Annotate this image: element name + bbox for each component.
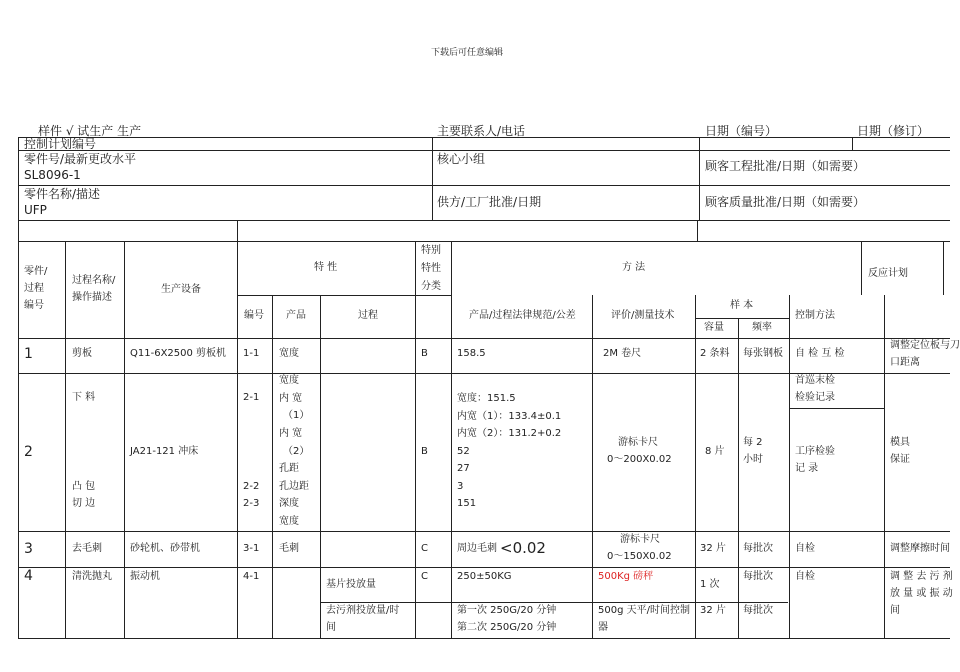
eval-method: 2M 卷尺 xyxy=(603,348,642,359)
special-class: B xyxy=(421,348,428,359)
eval-method-2: 0～150X0.02 xyxy=(607,551,672,562)
spec-2-line2: 第二次 250G/20 分钟 xyxy=(457,622,557,633)
row-no: 4 xyxy=(24,568,33,584)
special-class: B xyxy=(421,446,428,457)
process-name: 剪板 xyxy=(72,348,92,359)
part-no-value: SL8096-1 xyxy=(24,168,81,182)
control-method: 自 检 互 检 xyxy=(795,348,845,359)
col-method: 方 法 xyxy=(622,262,646,273)
col-capacity: 容量 xyxy=(704,322,724,333)
row-no: 3 xyxy=(24,541,33,557)
product: 毛刺 xyxy=(279,543,299,554)
frequency-1: 每批次 xyxy=(743,571,773,582)
cust-eng-label: 顾客工程批准/日期（如需要） xyxy=(705,159,866,173)
capacity-2: 32 片 xyxy=(700,605,726,616)
reaction-plan-3: 间 xyxy=(890,605,900,616)
reaction-plan-1: 模具 xyxy=(890,437,910,448)
process-2-line2: 间 xyxy=(326,622,336,633)
col-product: 产品 xyxy=(286,310,306,321)
part-name-value: UFP xyxy=(24,203,47,217)
col-reaction: 反应计划 xyxy=(868,268,908,279)
equipment: Q11-6X2500 剪板机 xyxy=(130,348,227,359)
char-no-3: 2-3 xyxy=(243,498,260,509)
frequency: 每张钢板 xyxy=(743,348,783,359)
reaction-plan-2: 放 量 或 振 动 xyxy=(890,588,953,599)
reaction-plan-1: 调 整 去 污 剂 xyxy=(890,571,953,582)
core-team-label: 核心小组 xyxy=(437,152,486,166)
eval-method-1: 500Kg 磅秤 xyxy=(598,571,654,582)
equipment: JA21-121 冲床 xyxy=(130,446,199,457)
col-characteristics: 特 性 xyxy=(314,262,338,273)
col-equipment: 生产设备 xyxy=(161,284,201,295)
col-control: 控制方法 xyxy=(795,310,835,321)
special-class: C xyxy=(421,571,428,582)
col-char-no: 编号 xyxy=(244,310,264,321)
spec-value: <0.02 xyxy=(500,539,546,557)
row-no: 1 xyxy=(24,346,33,362)
eval-method-1: 游标卡尺 xyxy=(618,437,658,448)
eval-method-2-line2: 器 xyxy=(598,622,608,633)
reaction-plan-1: 调整定位板与刀 xyxy=(890,340,960,351)
capacity-1: 1 次 xyxy=(700,579,720,590)
col-eval: 评价/测量技术 xyxy=(611,310,675,321)
frequency-2: 小时 xyxy=(743,454,763,465)
watermark-text: 下载后可任意编辑 xyxy=(431,48,504,58)
equipment: 振动机 xyxy=(130,571,160,582)
reaction-plan-2: 保证 xyxy=(890,454,910,465)
eval-method-2: 0～200X0.02 xyxy=(607,454,672,465)
spec-text: 周边毛刺 xyxy=(457,543,497,554)
supplier-label: 供方/工厂批准/日期 xyxy=(437,195,542,209)
plan-no-label: 控制计划编号 xyxy=(24,137,97,151)
row-no: 2 xyxy=(24,444,33,460)
char-no-1: 2-1 xyxy=(243,392,260,403)
capacity: 8 片 xyxy=(705,446,725,457)
frequency-1: 每 2 xyxy=(743,437,763,448)
char-no: 3-1 xyxy=(243,543,260,554)
control-top-2: 检验记录 xyxy=(795,392,835,403)
char-no: 1-1 xyxy=(243,348,260,359)
product: 宽度 xyxy=(279,348,299,359)
part-no-label: 零件号/最新更改水平 xyxy=(24,152,137,166)
control-method: 自检 xyxy=(795,571,815,582)
process-1: 基片投放量 xyxy=(326,579,376,590)
eval-method-2-line1: 500g 天平/时间控制 xyxy=(598,605,690,616)
col-sample: 样 本 xyxy=(730,300,754,311)
reaction-plan: 调整摩擦时间 xyxy=(890,543,950,554)
spec: 158.5 xyxy=(457,348,486,359)
control-top-1: 首巡末检 xyxy=(795,375,835,386)
col-spec: 产品/过程法律规范/公差 xyxy=(469,310,576,321)
reaction-plan-2: 口距离 xyxy=(890,357,920,368)
part-name-label: 零件名称/描述 xyxy=(24,187,101,201)
special-class: C xyxy=(421,543,428,554)
process-name: 去毛刺 xyxy=(72,543,102,554)
col-process: 过程 xyxy=(358,310,378,321)
eval-method-1: 游标卡尺 xyxy=(620,534,660,545)
char-no: 4-1 xyxy=(243,571,260,582)
process-name-b2: 切 边 xyxy=(72,498,96,509)
capacity: 2 条料 xyxy=(700,348,730,359)
process-name-b1: 凸 包 xyxy=(72,481,96,492)
capacity: 32 片 xyxy=(700,543,726,554)
spec-2-line1: 第一次 250G/20 分钟 xyxy=(457,605,557,616)
process-name-top: 下 料 xyxy=(72,392,96,403)
char-no-2: 2-2 xyxy=(243,481,260,492)
frequency: 每批次 xyxy=(743,543,773,554)
frequency-2: 每批次 xyxy=(743,605,773,616)
date-no-label: 日期（编号） xyxy=(705,124,778,138)
process-name: 清洗抛丸 xyxy=(72,571,112,582)
process-2-line1: 去污剂投放量/时 xyxy=(326,605,400,616)
control-bottom-2: 记 录 xyxy=(795,463,819,474)
control-bottom-1: 工序检验 xyxy=(795,446,835,457)
cust-quality-label: 顾客质量批准/日期（如需要） xyxy=(705,195,866,209)
equipment: 砂轮机、砂带机 xyxy=(130,543,200,554)
contact-label: 主要联系人/电话 xyxy=(437,124,526,138)
control-method: 自检 xyxy=(795,543,815,554)
col-frequency: 频率 xyxy=(752,322,772,333)
spec-1: 250±50KG xyxy=(457,571,512,582)
plan-type-line: 样件 √ 试生产 生产 xyxy=(38,124,142,138)
date-rev-label: 日期（修订） xyxy=(857,124,930,138)
